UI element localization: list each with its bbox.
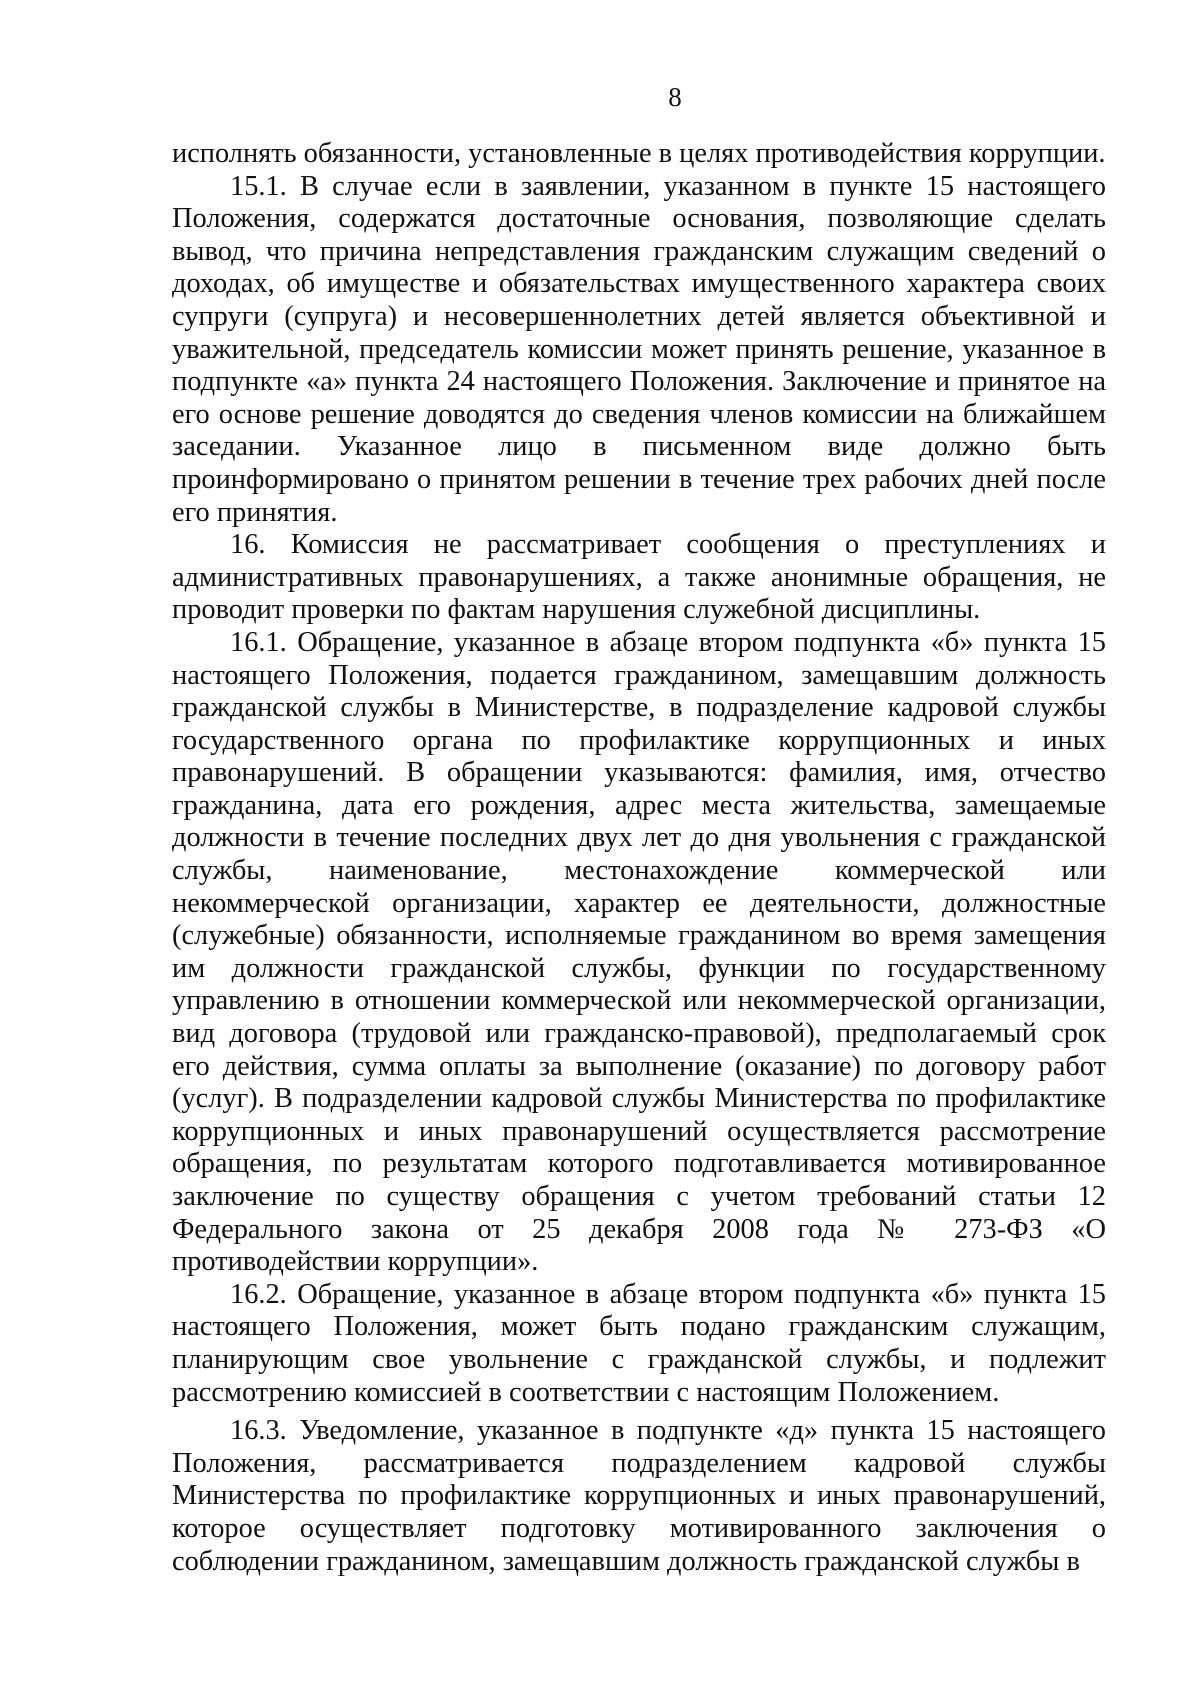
page-number: 8 bbox=[668, 82, 682, 112]
paragraph-continuation: исполнять обязанности, установленные в целях противодействия коррупции. bbox=[172, 138, 1106, 169]
paragraph-16-1: 16.1. Обращение, указанное в абзаце втором подпункта «б» пункта 15 настоящего Положения, подается гражданином, замещавшим должность гражданской службы в Министерстве, в подразделение кадровой службы государственного органа по профилактике коррупционных и иных правонарушений. В обращении указываются: фамилия, имя, отчество гражданина, дата его рождения, адрес места жительства, замещаемые должности в течение последних двух лет до дня увольнения с гражданской службы, наименование, местонахождение коммерческой или некоммерческой организации, характер ее деятельности, должностные (служебные) обязанности, исполняемые гражданином во время замещения им должности гражданской службы, функции по государственному управлению в отношении коммерческой или некоммерческой организации, вид договора (трудовой или гражданско-правовой), предполагаемый срок его действия, сумма оплаты за выполнение (оказание) по договору работ (услуг). В подразделении кадровой службы Министерства по профилактике коррупционных и иных правонарушений осуществляется рассмотрение обращения, по результатам которого подготавливается мотивированное заключение по существу обращения с учетом требований статьи 12 Федерального закона от 25 декабря 2008 года № 273-ФЗ «О противодействии коррупции». bbox=[172, 626, 1106, 1278]
paragraph-16-2: 16.2. Обращение, указанное в абзаце втором подпункта «б» пункта 15 настоящего Положения, может быть подано гражданским служащим, планирующим свое увольнение с гражданской службы, и подлежит рассмотрению комиссией в соответствии с настоящим Положением. bbox=[172, 1278, 1106, 1408]
paragraph-16-3: 16.3. Уведомление, указанное в подпункте «д» пункта 15 настоящего Положения, рассматривается подразделением кадровой службы Министерства по профилактике коррупционных и иных правонарушений, которое осуществляет подготовку мотивированного заключения о соблюдении гражданином, замещавшим должность гражданской службы в bbox=[172, 1415, 1106, 1577]
paragraph-15-1: 15.1. В случае если в заявлении, указанном в пункте 15 настоящего Положения, содержатся достаточные основания, позволяющие сделать вывод, что причина непредставления гражданским служащим сведений о доходах, об имуществе и обязательствах имущественного характера своих супруги (супруга) и несовершеннолетних детей является объективной и уважительной, председатель комиссии может принять решение, указанное в подпункте «а» пункта 24 настоящего Положения. Заключение и принятое на его основе решение доводятся до сведения членов комиссии на ближайшем заседании. Указанное лицо в письменном виде должно быть проинформировано о принятом решении в течение трех рабочих дней после его принятия. bbox=[172, 170, 1106, 528]
document-body bbox=[172, 138, 1106, 1578]
paragraph-16: 16. Комиссия не рассматривает сообщения о преступлениях и административных правонарушениях, а также анонимные обращения, не проводит проверки по фактам нарушения служебной дисциплины. bbox=[172, 529, 1106, 626]
